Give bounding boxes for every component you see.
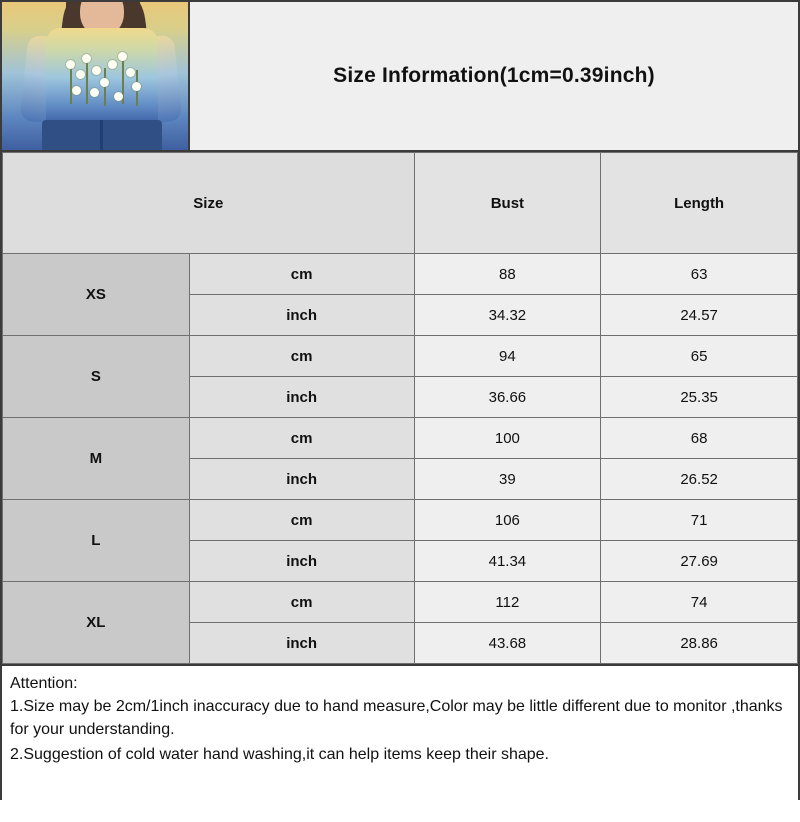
bust-cm-l: 106 <box>414 500 601 541</box>
length-inch-xl: 28.86 <box>601 623 798 664</box>
length-cm-xl: 74 <box>601 582 798 623</box>
unit-cm: cm <box>189 254 414 295</box>
size-label-m: M <box>3 418 190 500</box>
bust-cm-xl: 112 <box>414 582 601 623</box>
header-size: Size <box>3 153 415 254</box>
bust-cm-xs: 88 <box>414 254 601 295</box>
length-cm-m: 68 <box>601 418 798 459</box>
unit-inch: inch <box>189 541 414 582</box>
unit-inch: inch <box>189 295 414 336</box>
unit-inch: inch <box>189 459 414 500</box>
table-row <box>3 418 798 459</box>
unit-cm: cm <box>189 336 414 377</box>
product-photo <box>2 2 190 150</box>
bust-inch-xs: 34.32 <box>414 295 601 336</box>
unit-cm: cm <box>189 500 414 541</box>
header-bust: Bust <box>414 153 601 254</box>
unit-cm: cm <box>189 418 414 459</box>
length-inch-m: 26.52 <box>601 459 798 500</box>
bust-cm-s: 94 <box>414 336 601 377</box>
attention-heading: Attention: <box>10 675 78 692</box>
unit-cm: cm <box>189 582 414 623</box>
bust-inch-xl: 43.68 <box>414 623 601 664</box>
length-cm-l: 71 <box>601 500 798 541</box>
size-label-xs: XS <box>3 254 190 336</box>
title-cell <box>190 2 798 150</box>
bust-cm-m: 100 <box>414 418 601 459</box>
header-band <box>2 2 798 152</box>
length-inch-xs: 24.57 <box>601 295 798 336</box>
length-inch-l: 27.69 <box>601 541 798 582</box>
size-label-l: L <box>3 500 190 582</box>
bust-inch-l: 41.34 <box>414 541 601 582</box>
length-cm-xs: 63 <box>601 254 798 295</box>
table-row <box>3 582 798 623</box>
model-jeans <box>42 120 162 150</box>
table-row <box>3 500 798 541</box>
table-row <box>3 254 798 295</box>
bust-inch-m: 39 <box>414 459 601 500</box>
page-title: Size Information(1cm=0.39inch) <box>333 64 655 87</box>
size-label-xl: XL <box>3 582 190 664</box>
size-label-s: S <box>3 336 190 418</box>
size-table <box>2 152 798 664</box>
table-row <box>3 336 798 377</box>
attention-block <box>2 664 798 822</box>
attention-line-2: 2.Suggestion of cold water hand washing,it can help items keep their shape. <box>10 745 549 763</box>
header-length: Length <box>601 153 798 254</box>
unit-inch: inch <box>189 377 414 418</box>
length-cm-s: 65 <box>601 336 798 377</box>
unit-inch: inch <box>189 623 414 664</box>
attention-line-1: 1.Size may be 2cm/1inch inaccuracy due to hand measure,Color may be little different due to monitor ,thanks for your understanding. <box>10 698 783 739</box>
length-inch-s: 25.35 <box>601 377 798 418</box>
floral-print <box>60 48 146 112</box>
bust-inch-s: 36.66 <box>414 377 601 418</box>
table-header-row <box>3 153 798 254</box>
